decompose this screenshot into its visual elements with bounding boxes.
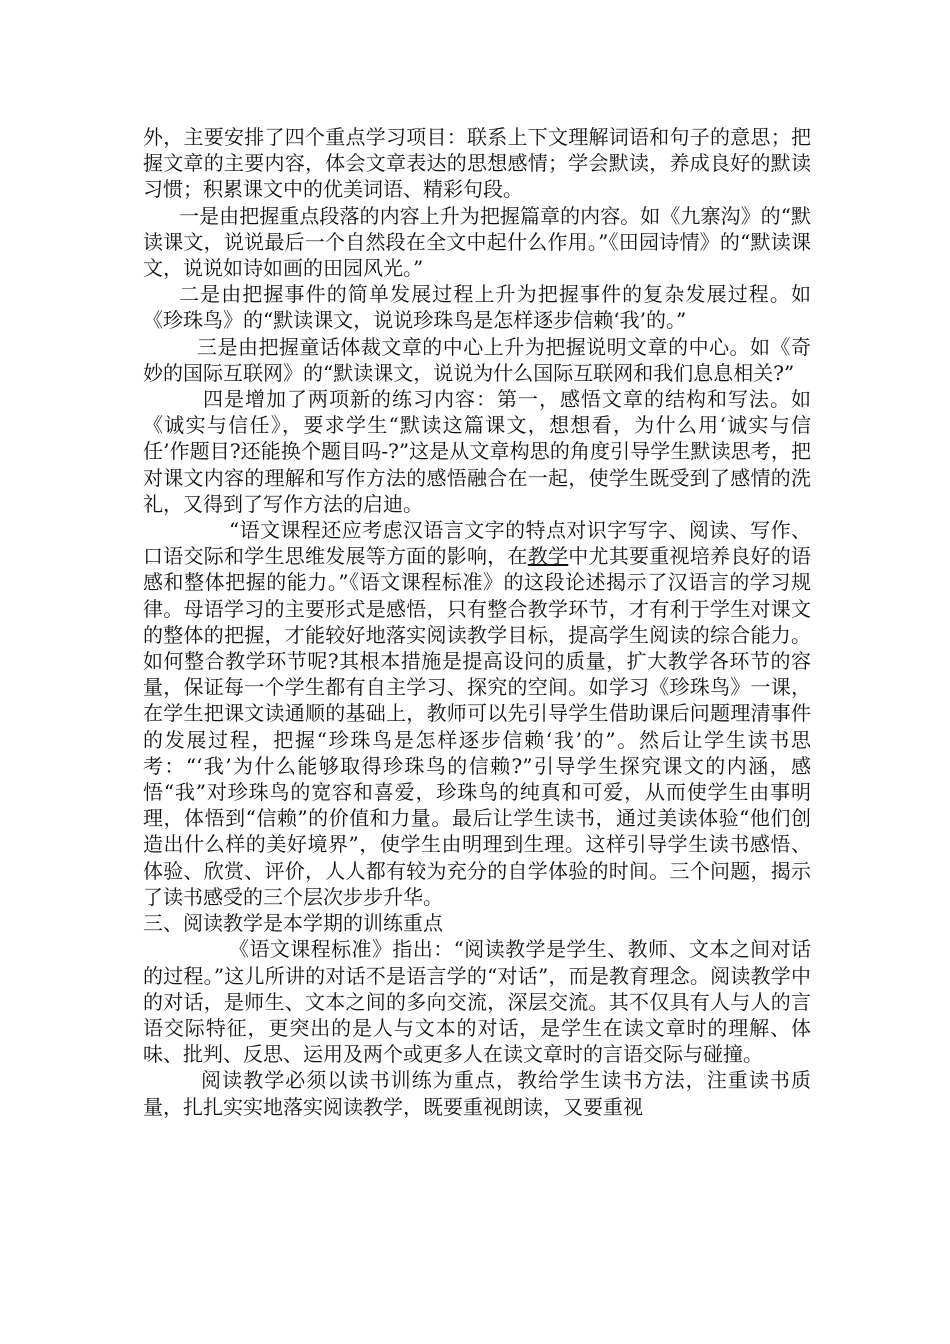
paragraph-standard-quote: 《语文课程标准》指出：“阅读教学是学生、教师、文本之间对话的过程。”这儿所讲的对话不是语言学的“对话”，而是教育理念。阅读教学中的对话，是师生、文本之间的多向交流，深层交流。其不仅具有人与人的言语交际特征，更突出的是人与文本的对话，是学生在读文章时的理解、体味、批判、反思、运用及两个或更多人在读文章时的言语交际与碰撞。: [143, 937, 811, 1067]
paragraph-point-two: 二是由把握事件的简单发展过程上升为把握事件的复杂发展过程。如《珍珠鸟》的“默读课文，说说珍珠鸟是怎样逐步信赖‘我’的。”: [143, 282, 811, 333]
paragraph-point-four: 四是增加了两项新的练习内容：第一，感悟文章的结构和写法。如《诚实与信任》，要求学生“默读这篇课文，想想看，为什么用‘诚实与信任’作题目?还能换个题目吗-?”这是从文章构思的角度引导学生默读思考，把对课文内容的理解和写作方法的感悟融合在一起，使学生既受到了感情的洗礼，又得到了写作方法的启迪。: [143, 387, 811, 516]
paragraph-curriculum-quote-part1: “语文课程还应考虑汉语言文字的特点对识字写字、阅读、写作、口语交际和学生思维发展等方面的影响，在: [143, 518, 811, 569]
paragraph-point-one: 一是由把握重点段落的内容上升为把握篇章的内容。如《九寨沟》的“默读课文，说说最后一个自然段在全文中起什么作用。”《田园诗情》的“默读课文，说说如诗如画的田园风光。”: [143, 203, 811, 281]
section-heading-reading: 三、阅读教学是本学期的训练重点: [143, 911, 443, 936]
teaching-link[interactable]: 教学: [527, 544, 569, 569]
paragraph-reading-training: 阅读教学必须以读书训练为重点，教给学生读书方法，注重读书质量，扎扎实实地落实阅读教学，既要重视朗读，又要重视: [143, 1068, 811, 1119]
document-page: [143, 124, 811, 1120]
paragraph-point-three: 三是由把握童话体裁文章的中心上升为把握说明文章的中心。如《奇妙的国际互联网》的“默读课文，说说为什么国际互联网和我们息息相关?”: [143, 334, 811, 385]
paragraph-curriculum-quote: [143, 517, 811, 910]
paragraph-intro: 外，主要安排了四个重点学习项目：联系上下文理解词语和句子的意思；把握文章的主要内容，体会文章表达的思想感情；学会默读，养成良好的默读习惯；积累课文中的优美词语、精彩句段。: [143, 125, 811, 202]
paragraph-curriculum-quote-part2: 中尤其要重视培养良好的语感和整体把握的能力。”《语文课程标准》的这段论述揭示了汉语言的学习规律。母语学习的主要形式是感悟，只有整合教学环节，才有利于学生对课文的整体的把握，才能较好地落实阅读教学目标，提高学生阅读的综合能力。如何整合教学环节呢?其根本措施是提高设问的质量，扩大教学各环节的容量，保证每一个学生都有自主学习、探究的空间。如学习《珍珠鸟》一课，在学生把课文读通顺的基础上，教师可以先引导学生借助课后问题理清事件的发展过程，把握“珍珠鸟是怎样逐步信赖‘我’的”。然后让学生读书思考：“‘我’为什么能够取得珍珠鸟的信赖?”引导学生探究课文的内涵，感悟“我”对珍珠鸟的宽容和喜爱，珍珠鸟的纯真和可爱，从而使学生由事明理，体悟到“信赖”的价值和力量。最后让学生读书，通过美读体验“他们创造出什么样的美好境界”，使学生由明理到生理。这样引导学生读书感悟、体验、欣赏、评价，人人都有较为充分的自学体验的时间。三个问题，揭示了读书感受的三个层次步步升华。: [143, 544, 811, 909]
